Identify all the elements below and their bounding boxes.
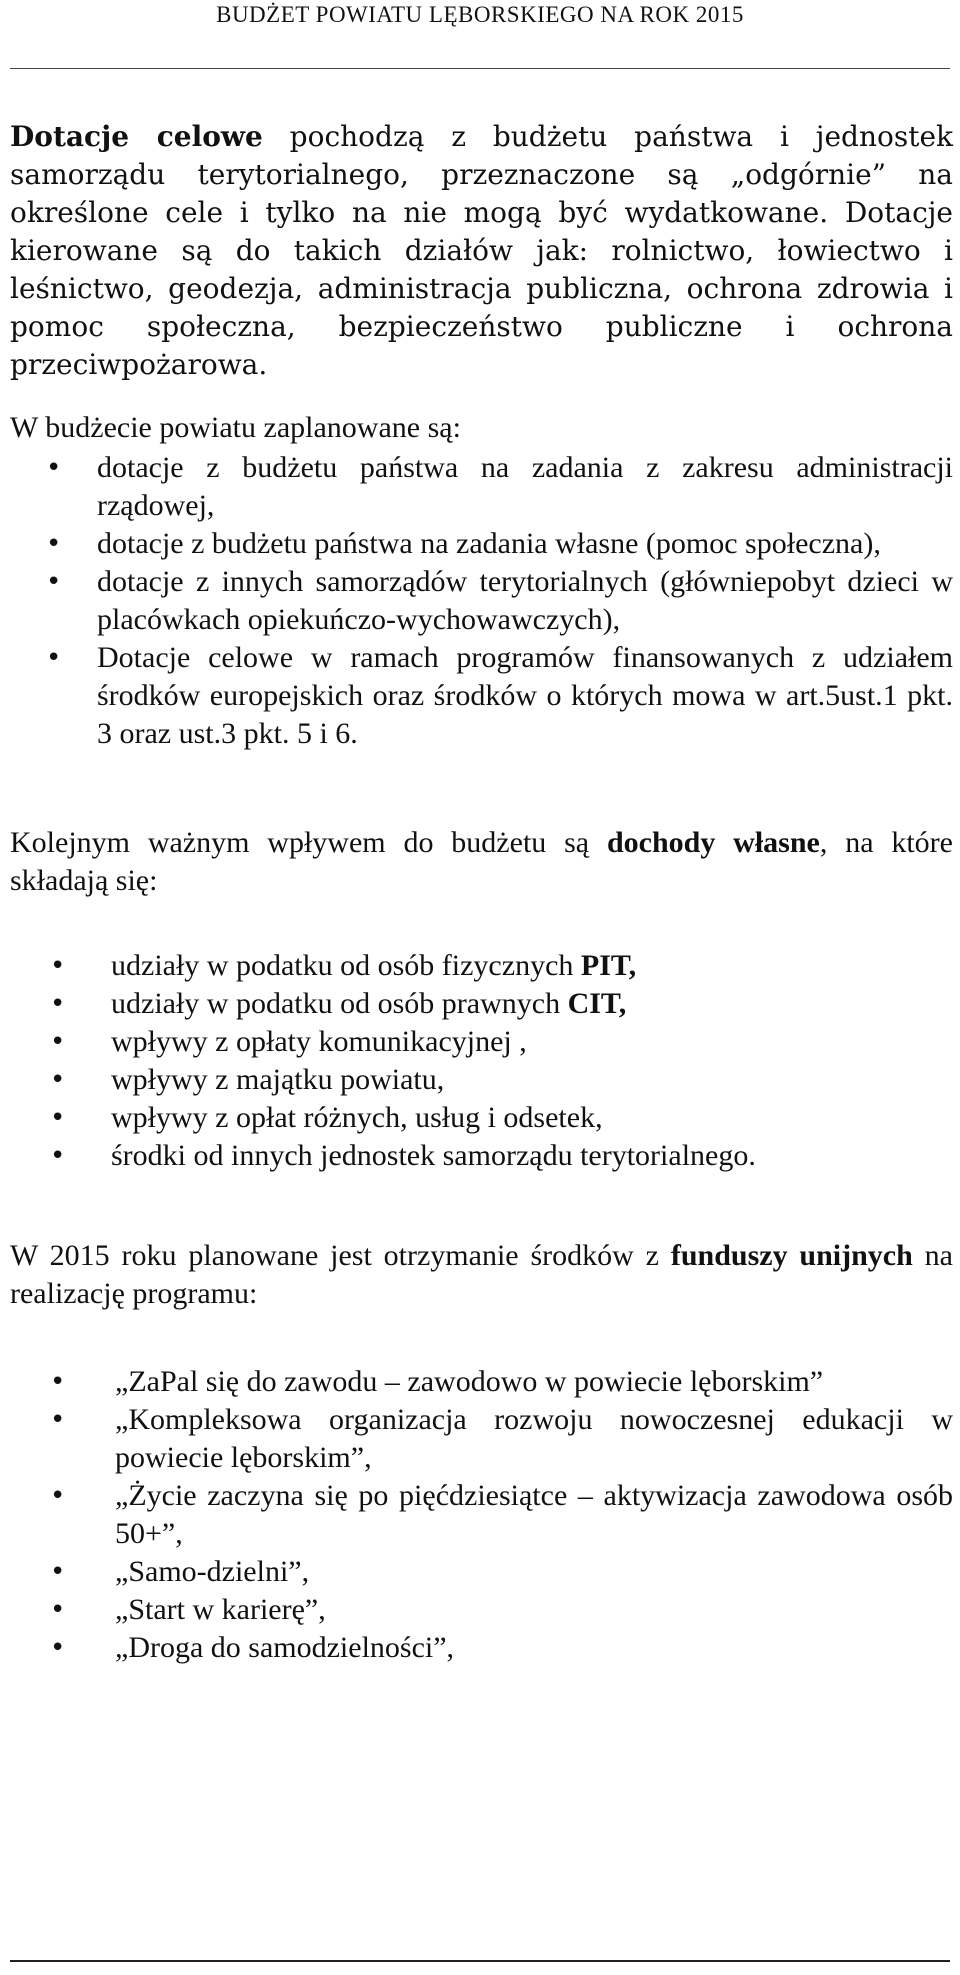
list-item: • dotacje z budżetu państwa na zadania z zakresu administracji rządowej, — [10, 449, 953, 525]
list-item-text: udziały w podatku od osób fizycznych — [111, 949, 581, 982]
header-divider — [10, 68, 950, 69]
list-item — [10, 1099, 953, 1137]
paragraph-text: pochodzą z budżetu państwa i jednostek samorządu terytorialnego, przeznaczone są „odgórnie” na określone cele i tylko na nie mogą być wydatkowane. Dotacje kierowane są do takich działów jak: rolnictwo, łowiectwo i leśnictwo, geodezja, administracja publiczna, ochrona zdrowia i pomoc społeczna, bezpieczeństwo publiczne i ochrona przeciwpożarowa. — [10, 120, 953, 381]
list-item — [10, 947, 953, 985]
list-item: • „Droga do samodzielności”, — [10, 1629, 953, 1667]
paragraph-eu-funds — [10, 1237, 953, 1313]
list-item-text: środki od innych jednostek samorządu terytorialnego. — [111, 1139, 756, 1172]
list-item: • „Start w karierę”, — [10, 1591, 953, 1629]
own-income-list — [10, 947, 953, 1175]
list-item: • „Życie zaczyna się po pięćdziesiątce – aktywizacja zawodowa osób 50+”, — [10, 1477, 953, 1553]
list-item: • „Kompleksowa organizacja rozwoju nowoczesnej edukacji w powiecie lęborskim”, — [10, 1401, 953, 1477]
document-body — [10, 118, 953, 1667]
list-item — [10, 985, 953, 1023]
list-item-text: wpływy z opłat różnych, usług i odsetek, — [111, 1101, 603, 1134]
eu-programs-list — [10, 1363, 953, 1667]
list-item-text: udziały w podatku od osób prawnych — [111, 987, 568, 1020]
term-fundusze-unijne: funduszy unijnych — [670, 1239, 913, 1272]
list-item: • dotacje z innych samorządów terytorialnych (główniepobyt dzieci w placówkach opiekuńczo-wychowawczych), — [10, 563, 953, 639]
paragraph-own-income — [10, 824, 953, 900]
list-item-bold: PIT, — [580, 949, 637, 982]
paragraph-text: , na które składają się: — [10, 826, 953, 897]
list-item-bold: CIT, — [567, 987, 627, 1020]
list-item — [10, 1137, 953, 1175]
term-dotacje-celowe: Dotacje celowe — [10, 120, 263, 153]
paragraph-dotacje-celowe — [10, 118, 953, 384]
list-item: • „ZaPal się do zawodu – zawodowo w powiecie lęborskim” — [10, 1363, 953, 1401]
paragraph-text: Kolejnym ważnym wpływem do budżetu są — [10, 826, 607, 859]
page-header — [0, 0, 960, 70]
term-dochody-wlasne: dochody własne — [606, 826, 820, 859]
paragraph-planned: W budżecie powiatu zaplanowane są: — [10, 411, 461, 444]
paragraph-text: na realizację programu: — [10, 1239, 953, 1310]
list-item: • dotacje z budżetu państwa na zadania własne (pomoc społeczna), — [10, 525, 953, 563]
footer-divider — [10, 1960, 950, 1962]
planned-grants-list — [10, 449, 953, 753]
list-item — [10, 1023, 953, 1061]
list-item-text: wpływy z majątku powiatu, — [111, 1063, 445, 1096]
list-item: • „Samo-dzielni”, — [10, 1553, 953, 1591]
list-item: • Dotacje celowe w ramach programów finansowanych z udziałem środków europejskich oraz środków o których mowa w art.5ust.1 pkt. 3 oraz ust.3 pkt. 5 i 6. — [10, 639, 953, 753]
document-title: BUDŻET POWIATU LĘBORSKIEGO NA ROK 2015 — [216, 2, 744, 27]
list-item — [10, 1061, 953, 1099]
list-item-text: wpływy z opłaty komunikacyjnej , — [111, 1025, 527, 1058]
paragraph-text: W 2015 roku planowane jest otrzymanie środków z — [10, 1239, 671, 1272]
